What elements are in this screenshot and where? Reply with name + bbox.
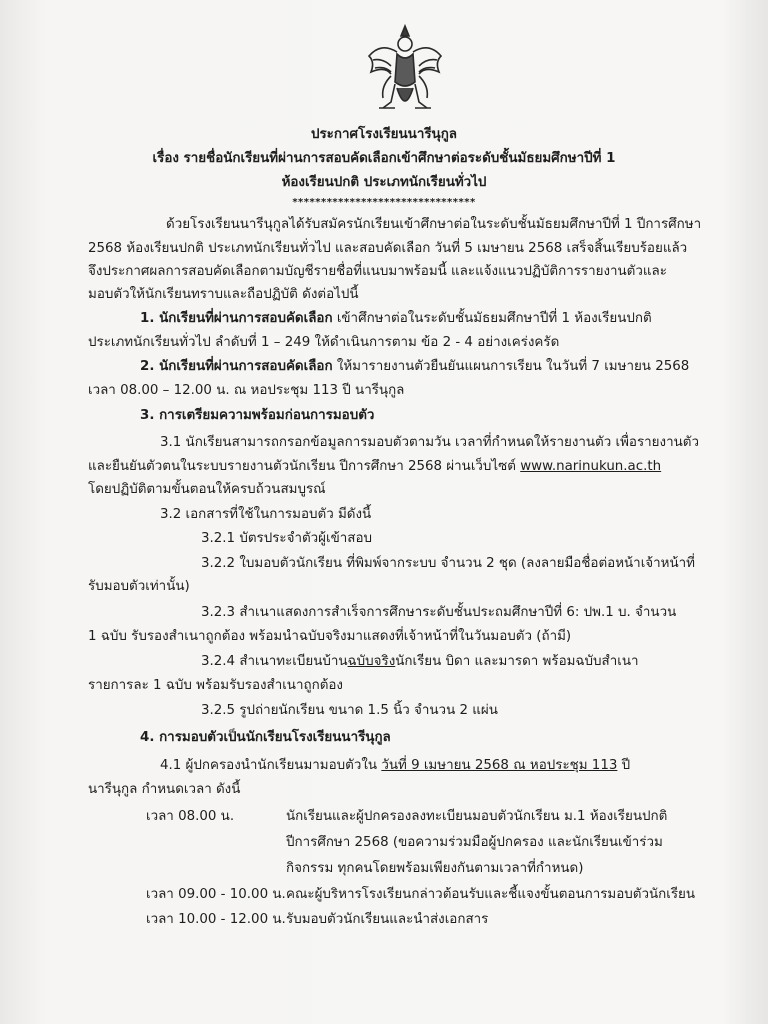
schedule-desc-1-line-1: นักเรียนและผู้ปกครองลงทะเบียนมอบตัวนักเรียน ม.1 ห้องเรียนปกติ xyxy=(286,809,668,824)
item-3-2: 3.2 เอกสารที่ใช้ในการมอบตัว มีดังนี้ xyxy=(160,507,372,522)
item-1-line-2: ประเภทนักเรียนทั่วไป ลำดับที่ 1 – 249 ให้ดำเนินการตาม ข้อ 2 - 4 อย่างเคร่งครัด xyxy=(88,335,560,350)
item-2-heading: 2. นักเรียนที่ผ่านการสอบคัดเลือก xyxy=(140,359,333,374)
announcement-subject-line2: ห้องเรียนปกติ ประเภทนักเรียนทั่วไป xyxy=(281,175,487,190)
schedule-desc-1-line-2: ปีการศึกษา 2568 (ขอความร่วมมือผู้ปกครอง และนักเรียนเข้าร่วม xyxy=(286,835,663,850)
item-3-1-line-2 xyxy=(88,456,661,477)
item-3-1-line-1: 3.1 นักเรียนสามารถกรอกข้อมูลการมอบตัวตามวัน เวลาที่กำหนดให้รายงานตัว เพื่อรายงานตัว xyxy=(160,435,699,450)
item-3-2-4-line-1 xyxy=(201,651,639,672)
item-3-2-4-text-a: 3.2.4 สำเนาทะเบียนบ้าน xyxy=(201,654,348,669)
intro-line-1: ด้วยโรงเรียนนารีนุกูลได้รับสมัครนักเรียนเข้าศึกษาต่อในระดับชั้นมัธยมศึกษาปีที่ 1 ปีการศึกษา xyxy=(166,217,702,232)
item-4-1-text-a: 4.1 ผู้ปกครองนำนักเรียนมามอบตัวใน xyxy=(160,758,382,773)
item-4-1-text-b: ปี xyxy=(617,758,631,773)
item-3-2-2-line-2: รับมอบตัวเท่านั้น) xyxy=(88,579,190,594)
item-3-2-4-underlined: ฉบับจริง xyxy=(347,654,396,669)
item-4-1-underlined: วันที่ 9 เมษายน 2568 ณ หอประชุม 113 xyxy=(381,758,618,773)
schedule-desc-1-line-3: กิจกรรม ทุกคนโดยพร้อมเพียงกันตามเวลาที่กำหนด) xyxy=(286,861,584,876)
item-1-text: เข้าศึกษาต่อในระดับชั้นมัธยมศึกษาปีที่ 1 ห้องเรียนปกติ xyxy=(332,311,652,326)
item-4-heading: 4. การมอบตัวเป็นนักเรียนโรงเรียนนารีนุกูล xyxy=(140,730,391,745)
item-3-2-2-line-1: 3.2.2 ใบมอบตัวนักเรียน ที่พิมพ์จากระบบ จำนวน 2 ชุด (ลงลายมือชื่อต่อหน้าเจ้าหน้าที่ xyxy=(201,556,695,571)
intro-line-4: มอบตัวให้นักเรียนทราบและถือปฏิบัติ ดังต่อไปนี้ xyxy=(88,287,359,302)
intro-line-3: จึงประกาศผลการสอบคัดเลือกตามบัญชีรายชื่อที่แนบมาพร้อมนี้ และแจ้งแนวปฏิบัติการรายงานตัวและ xyxy=(88,264,667,279)
schedule-desc-3: รับมอบตัวนักเรียนและนำส่งเอกสาร xyxy=(286,912,489,927)
item-3-1-line-3: โดยปฏิบัติตามขั้นตอนให้ครบถ้วนสมบูรณ์ xyxy=(88,482,326,497)
item-2-text: ให้มารายงานตัวยืนยันแผนการเรียน ในวันที่ 7 เมษายน 2568 xyxy=(332,359,690,374)
item-3-1-text: และยืนยันตัวตนในระบบรายงานตัวนักเรียน ปีการศึกษา 2568 ผ่านเว็บไซต์ xyxy=(88,459,521,474)
announcement-title: ประกาศโรงเรียนนารีนุกูล xyxy=(310,127,458,142)
item-3-2-4-line-2: รายการละ 1 ฉบับ พร้อมรับรองสำเนาถูกต้อง xyxy=(88,678,343,693)
school-website-link[interactable]: www.narinukun.ac.th xyxy=(520,459,662,474)
schedule-time-2: เวลา 09.00 - 10.00 น. xyxy=(146,887,286,902)
announcement-subject: เรื่อง รายชื่อนักเรียนที่ผ่านการสอบคัดเลือกเข้าศึกษาต่อระดับชั้นมัธยมศึกษาปีที่ 1 xyxy=(152,151,616,166)
item-2-line-2: เวลา 08.00 – 12.00 น. ณ หอประชุม 113 ปี นารีนุกูล xyxy=(88,383,405,398)
intro-line-2: 2568 ห้องเรียนปกติ ประเภทนักเรียนทั่วไป และสอบคัดเลือก วันที่ 5 เมษายน 2568 เสร็จสิ้นเรียบร้อยแล้ว xyxy=(88,241,688,256)
item-2-line-1 xyxy=(140,356,689,377)
item-1-heading: 1. นักเรียนที่ผ่านการสอบคัดเลือก xyxy=(140,311,333,326)
item-3-2-4-text-b: นักเรียน บิดา และมารดา พร้อมฉบับสำเนา xyxy=(395,654,639,669)
item-3-2-1: 3.2.1 บัตรประจำตัวผู้เข้าสอบ xyxy=(201,531,372,546)
item-3-heading: 3. การเตรียมความพร้อมก่อนการมอบตัว xyxy=(140,408,375,423)
item-3-2-3-line-2: 1 ฉบับ รับรองสำเนาถูกต้อง พร้อมนำฉบับจริงมาแสดงที่เจ้าหน้าที่ในวันมอบตัว (ถ้ามี) xyxy=(88,629,572,644)
schedule-desc-2: คณะผู้บริหารโรงเรียนกล่าวต้อนรับและชี้แจงขั้นตอนการมอบตัวนักเรียน xyxy=(286,887,696,902)
item-3-2-3-line-1: 3.2.3 สำเนาแสดงการสำเร็จการศึกษาระดับชั้นประถมศึกษาปีที่ 6: ปพ.1 บ. จำนวน xyxy=(201,605,677,620)
item-4-1-line-2: นารีนุกูล กำหนดเวลา ดังนี้ xyxy=(88,782,241,797)
item-1-line-1 xyxy=(140,308,652,329)
item-4-1-line-1 xyxy=(160,755,630,776)
item-3-2-5: 3.2.5 รูปถ่ายนักเรียน ขนาด 1.5 นิ้ว จำนวน 2 แผ่น xyxy=(201,703,498,718)
garuda-emblem xyxy=(361,22,449,118)
stars-divider: ******************************** xyxy=(292,197,476,208)
schedule-time-3: เวลา 10.00 - 12.00 น. xyxy=(146,912,286,927)
schedule-time-1: เวลา 08.00 น. xyxy=(146,809,235,824)
